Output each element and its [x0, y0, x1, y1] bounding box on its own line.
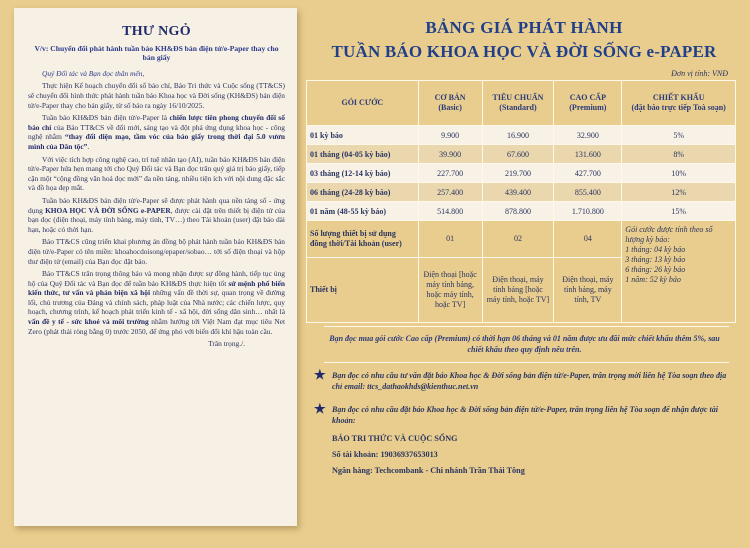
divider — [324, 362, 729, 363]
table-row: 01 năm (48-55 kỳ báo) 514.800 878.800 1.710.800 15% — [307, 202, 736, 221]
table-row: 06 tháng (24-28 kỳ báo) 257.400 439.400 855.400 12% — [307, 183, 736, 202]
letter-paragraph-5: Báo TT&CS cũng triển khai phương án đồng bộ phát hành tuần báo KH&ĐS bản điện tử/e-Paper có tên miền: khoahocdoisong/epaper/sobao… tới số điện thoại và hộp thư điện tử (email) của Bạn đọc đặt báo. — [28, 237, 285, 266]
divider — [324, 326, 729, 327]
premium-note: Bạn đọc mua gói cước Cao cấp (Premium) có thời hạn 06 tháng và 01 năm được ưu đãi mức chiết khấu thêm 5%, sau chiết khấu theo quy định nêu trên. — [329, 334, 720, 354]
star-icon: ★ — [314, 401, 326, 416]
device-type-row: Thiết bị Điện thoại [hoặc máy tính bảng, hoặc máy tính, hoặc TV] Điện thoại, máy tính bảng [hoặc máy tính, hoặc TV] Điện thoại, máy tính bảng, máy tính, TV — [307, 258, 736, 323]
price-panel — [304, 0, 744, 548]
currency-unit: Đơn vị tính: VNĐ — [671, 69, 728, 78]
letter-paragraph-4: Tuần báo KH&ĐS bản điện tử/e-Paper sẽ được phát hành qua nền tảng số - ứng dụng KHOA HỌC VÀ ĐỜI SỐNG e-PAPER, được cài đặt trên thiết bị điện tử của bạn đọc (điện thoại, máy tính bảng, máy tính, TV…) theo Tài khoản (user) đặt báo dài hạn, hoặc có thời hạn. — [28, 195, 285, 234]
period-discount-info: Gói cước được tính theo số lượng kỳ báo: 1 tháng: 04 kỳ báo 3 tháng: 13 kỳ báo 6 tháng: 26 kỳ báo 1 năm: 52 kỳ báo — [622, 221, 736, 323]
devices-label: Số lượng thiết bị sử dụng đồng thời/Tài khoản (user) — [307, 221, 419, 258]
letter-paragraph-6: Báo TT&CS trân trọng thông báo và mong nhận được sự đồng hành, tiếp tục ủng hộ của Quý Đối tác và Bạn đọc để tuần báo KH&ĐS thực hiện tốt sứ mệnh phổ biến kiến thức, tư vấn và phản biện xã hội những vấn đề thời sự, quan trọng về đường lối, chủ trương của Đảng và chính sách, pháp luật của Nhà nước; các chiến lược, quy hoạch, chương trình, kế hoạch phát triển kinh tế - xã hội, đời sống dân sinh… nhất là vấn đề y tế - sức khoẻ và môi trường nhằm hướng tới Việt Nam đạt mục tiêu Net Zero (phát thải ròng bằng 0) trước 2050, để ứng phó với biến đổi khí hậu toàn cầu. — [28, 269, 286, 336]
letter-closing: Trân trọng./. — [208, 339, 245, 349]
price-subtitle: TUẦN BÁO KHOA HỌC VÀ ĐỜI SỐNG e-PAPER — [331, 42, 717, 61]
order-info: ★ Bạn đọc có nhu cầu đặt báo Khoa học & Đời sống bản điện tử/e-Paper, trân trọng liên hệ Tòa soạn để nhận được tài khoản: — [314, 401, 718, 425]
header-discount: CHIẾT KHẤU (đặt báo trực tiếp Toà soạn) — [622, 81, 736, 126]
star-icon: ★ — [314, 367, 326, 382]
table-row: 01 kỳ báo 9.900 16.900 32.900 5% — [307, 126, 736, 145]
table-row: 03 tháng (12-14 kỳ báo) 227.700 219.700 427.700 10% — [307, 164, 736, 183]
letter-salutation: Quý Đối tác và Bạn đọc thân mến, — [42, 68, 145, 78]
letter-paragraph-1: Thực hiện Kế hoạch chuyển đổi số báo chí, Báo Tri thức và Cuộc sống (TT&CS) sẽ chuyển đổi hình thức phát hành tuần báo Khoa học và Đời sống (KH&ĐS) bản điện tử/e-Paper thay cho bản giấy, từ số báo ra ngày 16/10/2025. — [28, 81, 285, 110]
price-table-header — [307, 81, 736, 126]
header-package: GÓI CƯỚC — [307, 81, 419, 126]
letter-paragraph-2: Tuần báo KH&ĐS bản điện tử/e-Paper là chiến lược tiên phong chuyển đổi số báo chí của Báo TT&CS về đổi mới, sáng tạo và đột phá ứng dụng khoa học - công nghệ nhằm “thay đổi diện mạo, tầm vóc của báo giấy trong thời đại 5.0 vươn mình của Dân tộc”. — [28, 113, 285, 151]
letter-subject: V/v: Chuyển đổi phát hành tuần báo KH&ĐS bản điện tử/e-Paper thay cho bản giấy — [34, 44, 279, 63]
account-number: Số tài khoản: 19036937653013 — [332, 450, 438, 459]
header-standard: TIÊU CHUẨN (Standard) — [482, 81, 554, 126]
consult-info: ★ Bạn đọc có nhu cầu tư vấn đặt báo Khoa học & Đời sống bản điện tử/e-Paper, trân trọng mời liên hệ Tòa soạn theo địa chỉ email: ttcs_dathaokhds@kienthuc.net.vn — [314, 367, 727, 391]
account-name: BÁO TRI THỨC VÀ CUỘC SỐNG — [332, 434, 458, 443]
header-basic: CƠ BẢN (Basic) — [418, 81, 482, 126]
open-letter-card — [14, 8, 297, 526]
header-premium: CAO CẤP (Premium) — [554, 81, 622, 126]
price-title: BẢNG GIÁ PHÁT HÀNH — [425, 18, 623, 37]
price-table — [306, 80, 736, 323]
bank-info: Ngân hàng: Techcombank - Chi nhánh Trần Thái Tông — [332, 466, 525, 475]
letter-title: THƯ NGỎ — [122, 24, 191, 39]
letter-paragraph-3: Với việc tích hợp công nghệ cao, trí tuệ nhân tạo (AI), tuần báo KH&ĐS bản điện tử/e-Paper hứa hẹn mang tới cho Quý Đối tác và Bạn đọc trân quý giá trị báo giấy, tiếp cận một “cộng đồng văn hoá đọc mới” đa nền tảng, nhiều tiện ích với nội dung đặc sắc và đồ họa đẹp mắt. — [28, 154, 285, 193]
devices-row: Số lượng thiết bị sử dụng đồng thời/Tài khoản (user) 01 02 04 Gói cước được tính theo số lượng kỳ báo: 1 tháng: 04 kỳ báo 3 tháng: 13 kỳ báo 6 tháng: 26 kỳ báo 1 năm: 52 kỳ báo — [307, 221, 736, 258]
table-row: 01 tháng (04-05 kỳ báo) 39.900 67.600 131.600 8% — [307, 145, 736, 164]
device-type-label: Thiết bị — [307, 258, 419, 323]
